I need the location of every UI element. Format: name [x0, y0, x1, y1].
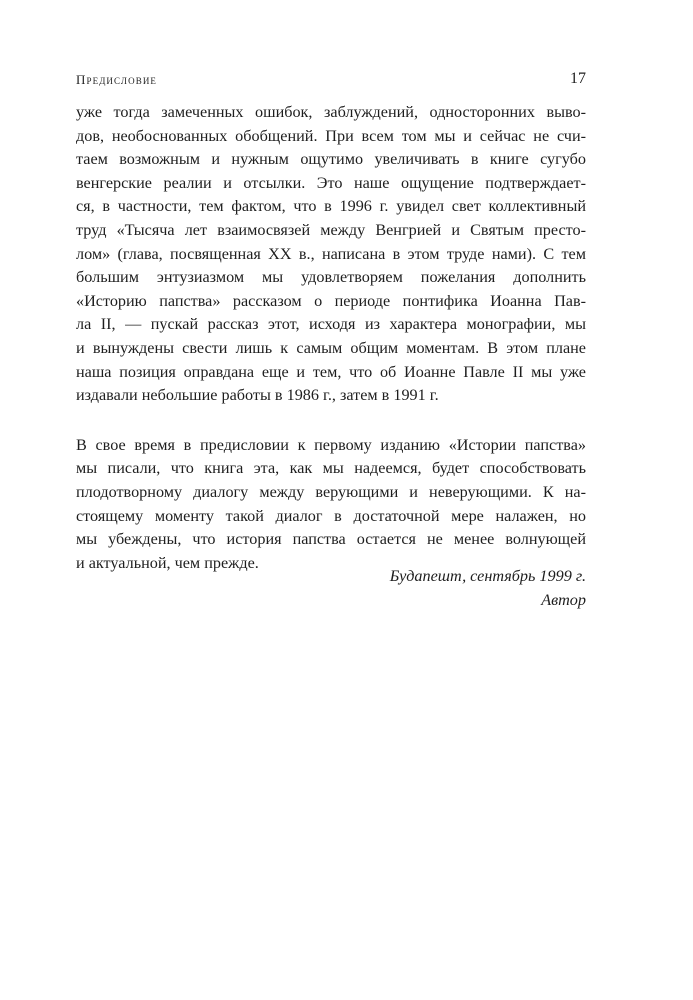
text-line: стоящему моменту такой диалог в достаточной мере налажен, но — [76, 506, 586, 525]
text-line: и вынуждены свести лишь к самым общим моментам. В этом плане — [76, 338, 586, 357]
text-line: уже тогда замеченных ошибок, заблуждений, односторонних выво- — [76, 103, 586, 121]
page-number: 17 — [570, 70, 586, 87]
text-line: большим энтузиазмом мы удовлетворяем пожелания дополнить — [76, 268, 586, 287]
text-line: ся, в частности, тем фактом, что в 1996 г. увидел свет коллективный — [76, 197, 586, 216]
text-line: В свое время в предисловии к первому изданию «Истории папства» — [76, 435, 586, 454]
paragraph-1 — [76, 101, 586, 408]
place-date: Будапешт, сентябрь 1999 г. — [389, 567, 586, 585]
text-line: мы убеждены, что история папства остается не менее волнующей — [76, 530, 586, 549]
text-line: издавали небольшие работы в 1986 г., затем в 1991 г. — [76, 386, 439, 405]
signature-block — [76, 565, 586, 612]
body-text — [76, 101, 586, 575]
paragraph-2 — [76, 434, 586, 576]
text-line: венгерские реалии и отсылки. Это наше ощущение подтверждает- — [76, 173, 586, 192]
text-line: мы писали, что книга эта, как мы надеемся, будет способствовать — [76, 459, 586, 478]
text-line: плодотворному диалогу между верующими и неверующими. К на- — [76, 482, 586, 501]
text-line: «Историю папства» рассказом о периоде понтифика Иоанна Пав- — [76, 291, 586, 310]
running-header — [76, 71, 586, 91]
author-signature: Автор — [541, 590, 586, 609]
text-line: труд «Тысяча лет взаимосвязей между Венгрией и Святым престо- — [76, 220, 586, 239]
text-line: дов, необоснованных обобщений. При всем том мы и сейчас не счи- — [76, 126, 586, 145]
text-line: и актуальной, чем прежде. — [76, 553, 259, 572]
section-title: Предисловие — [76, 72, 158, 87]
text-line: наша позиция оправдана еще и тем, что об Иоанне Павле II мы уже — [76, 362, 586, 381]
text-line: таем возможным и нужным ощутимо увеличивать в книге сугубо — [76, 150, 586, 169]
text-line: лом» (глава, посвященная XX в., написана в этом труде нами). С тем — [76, 244, 586, 263]
text-line: ла II, — пускай рассказ этот, исходя из характера монографии, мы — [76, 315, 586, 334]
